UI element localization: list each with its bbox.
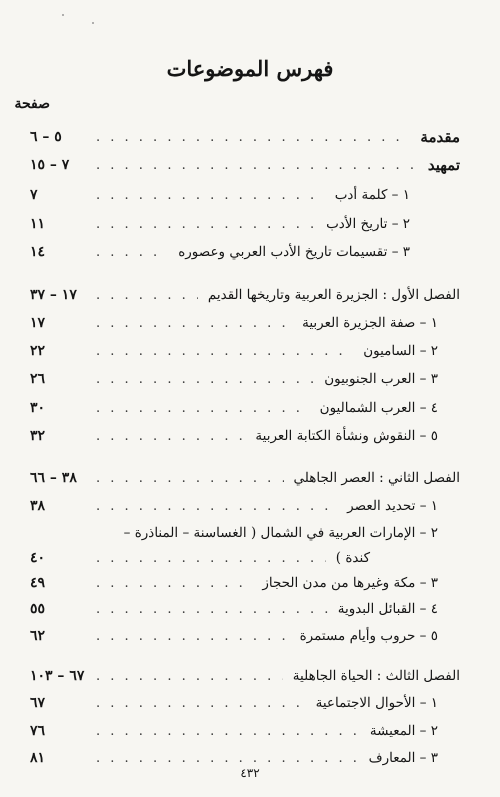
toc-entry-page (30, 343, 90, 359)
toc-entry (30, 597, 460, 621)
dot-leader (96, 576, 252, 591)
toc-entry-page (30, 244, 90, 260)
toc-entry-title: كندة ) (335, 550, 370, 566)
toc-entry-title: ٥ – حروب وأيام مستمرة (299, 628, 438, 644)
toc-entry (30, 311, 460, 335)
toc-entry (30, 546, 460, 570)
toc-entry (30, 283, 460, 307)
toc-entry-page (30, 287, 90, 303)
page-range: ٨١ (30, 750, 46, 766)
dot-leader (96, 602, 328, 617)
page-range: ٣٠ (30, 400, 46, 416)
toc-title: فهرس الموضوعات (166, 56, 334, 81)
page-range: ٢٢ (30, 343, 46, 359)
dot-leader (96, 429, 245, 444)
page-range: ٤٩ (30, 575, 46, 591)
dot-leader (96, 245, 168, 260)
toc-entry-title: ١ – صفة الجزيرة العربية (302, 315, 438, 331)
toc-entry-page (30, 575, 90, 591)
toc-entry-page (30, 157, 90, 173)
toc-entry-page (30, 129, 90, 145)
toc-entry-title: ٣ – المعارف (368, 750, 438, 766)
toc-entry-title: الفصل الثاني : العصر الجاهلي (293, 470, 460, 486)
dot-leader (96, 499, 337, 514)
page-range: ٦٢ (30, 628, 46, 644)
toc-entry-page (30, 498, 90, 514)
scan-speck (92, 22, 94, 24)
toc-entry (30, 339, 460, 363)
toc-entry-page (30, 187, 90, 203)
toc-entry-page (30, 668, 90, 684)
page-range: ١٧ – ٣٧ (30, 287, 77, 303)
toc-entry-title: ٣ – مكة وغيرها من مدن الحجاز (262, 575, 438, 591)
toc-entry-page (30, 371, 90, 387)
page-range: ١٤ (30, 244, 46, 260)
dot-leader (96, 188, 325, 203)
toc-entry (30, 212, 460, 236)
page-range: ٥ – ٦ (30, 129, 62, 145)
toc-entry (30, 367, 460, 391)
page-range: ٧ (30, 187, 38, 203)
dot-leader (96, 158, 418, 173)
dot-leader (96, 471, 284, 486)
dot-leader (96, 696, 306, 711)
toc-entry-page (30, 750, 90, 766)
toc-entry (30, 125, 460, 149)
toc-entry-title: ٥ – النقوش ونشأة الكتابة العربية (255, 428, 438, 444)
dot-leader (96, 217, 316, 232)
toc-entry-title: ٢ – المعيشة (369, 723, 438, 739)
dot-leader (96, 751, 359, 766)
toc-entry-title: الفصل الأول : الجزيرة العربية وتاريخها القديم (207, 287, 460, 303)
dot-leader (96, 130, 410, 145)
page-column-label: صفحة (14, 96, 50, 112)
dot-leader (96, 669, 283, 684)
toc-entry-page (30, 470, 90, 486)
toc-entry-title: ١ – تحديد العصر (347, 498, 438, 514)
toc-entry-title: ١ – الأحوال الاجتماعية (315, 695, 438, 711)
toc-entry-page (30, 315, 90, 331)
toc-entry-title: ١ – كلمة أدب (334, 187, 410, 203)
dot-leader (96, 344, 353, 359)
page-range: ٣٢ (30, 428, 46, 444)
page-range: ٢٦ (30, 371, 46, 387)
toc-entry (30, 624, 460, 648)
dot-leader (96, 401, 310, 416)
toc-entry (30, 153, 460, 177)
toc-entry (30, 424, 460, 448)
scan-speck (62, 14, 64, 16)
toc-entry (30, 664, 460, 688)
page-range: ٣٨ – ٦٦ (30, 470, 77, 486)
dot-leader (96, 551, 326, 566)
toc-entry-title: مقدمة (420, 128, 460, 146)
page-number: ٤٣٢ (240, 766, 260, 780)
toc-entry (30, 571, 460, 595)
page-range: ٧٦ (30, 723, 46, 739)
toc-entry-page (30, 550, 90, 566)
toc-entry-page (30, 216, 90, 232)
dot-leader (96, 372, 314, 387)
dot-leader (96, 288, 198, 303)
toc-entry-title: تمهيد (427, 156, 460, 174)
dot-leader (96, 724, 360, 739)
dot-leader (96, 629, 290, 644)
toc-entry-title: ٣ – العرب الجنوبيون (324, 371, 438, 387)
page-range: ١١ (30, 216, 46, 232)
toc-entry (30, 466, 460, 490)
toc-entry-title: ٤ – العرب الشماليون (319, 400, 438, 416)
toc-entry (30, 494, 460, 518)
toc-entry-title: ٢ – الساميون (363, 343, 438, 359)
toc-entry (30, 396, 460, 420)
toc-entry-page (30, 601, 90, 617)
toc-entry (30, 183, 460, 207)
page-range: ٣٨ (30, 498, 46, 514)
toc-entry-title: ٣ – تقسيمات تاريخ الأدب العربي وعصوره (178, 244, 410, 260)
toc-entry (30, 521, 460, 545)
page-range: ٦٧ – ١٠٣ (30, 668, 85, 684)
page-range: ٥٥ (30, 601, 46, 617)
toc-entry-page (30, 400, 90, 416)
page-range: ٦٧ (30, 695, 46, 711)
toc-entry-page (30, 723, 90, 739)
page-range: ٧ – ١٥ (30, 157, 70, 173)
toc-entry (30, 719, 460, 743)
toc-entry (30, 240, 460, 264)
toc-entry-title: ٢ – الإمارات العربية في الشمال ( الغساسنة – المناذرة – (123, 525, 438, 541)
page-range: ١٧ (30, 315, 46, 331)
toc-entry-title: ٤ – القبائل البدوية (337, 601, 438, 617)
toc-entry-title: ٢ – تاريخ الأدب (326, 216, 410, 232)
toc-entry-page (30, 628, 90, 644)
toc-entry-page (30, 695, 90, 711)
page-range: ٤٠ (30, 550, 46, 566)
toc-entry-title: الفصل الثالث : الحياة الجاهلية (292, 668, 460, 684)
dot-leader (96, 316, 292, 331)
toc-entry (30, 691, 460, 715)
toc-entry-page (30, 428, 90, 444)
